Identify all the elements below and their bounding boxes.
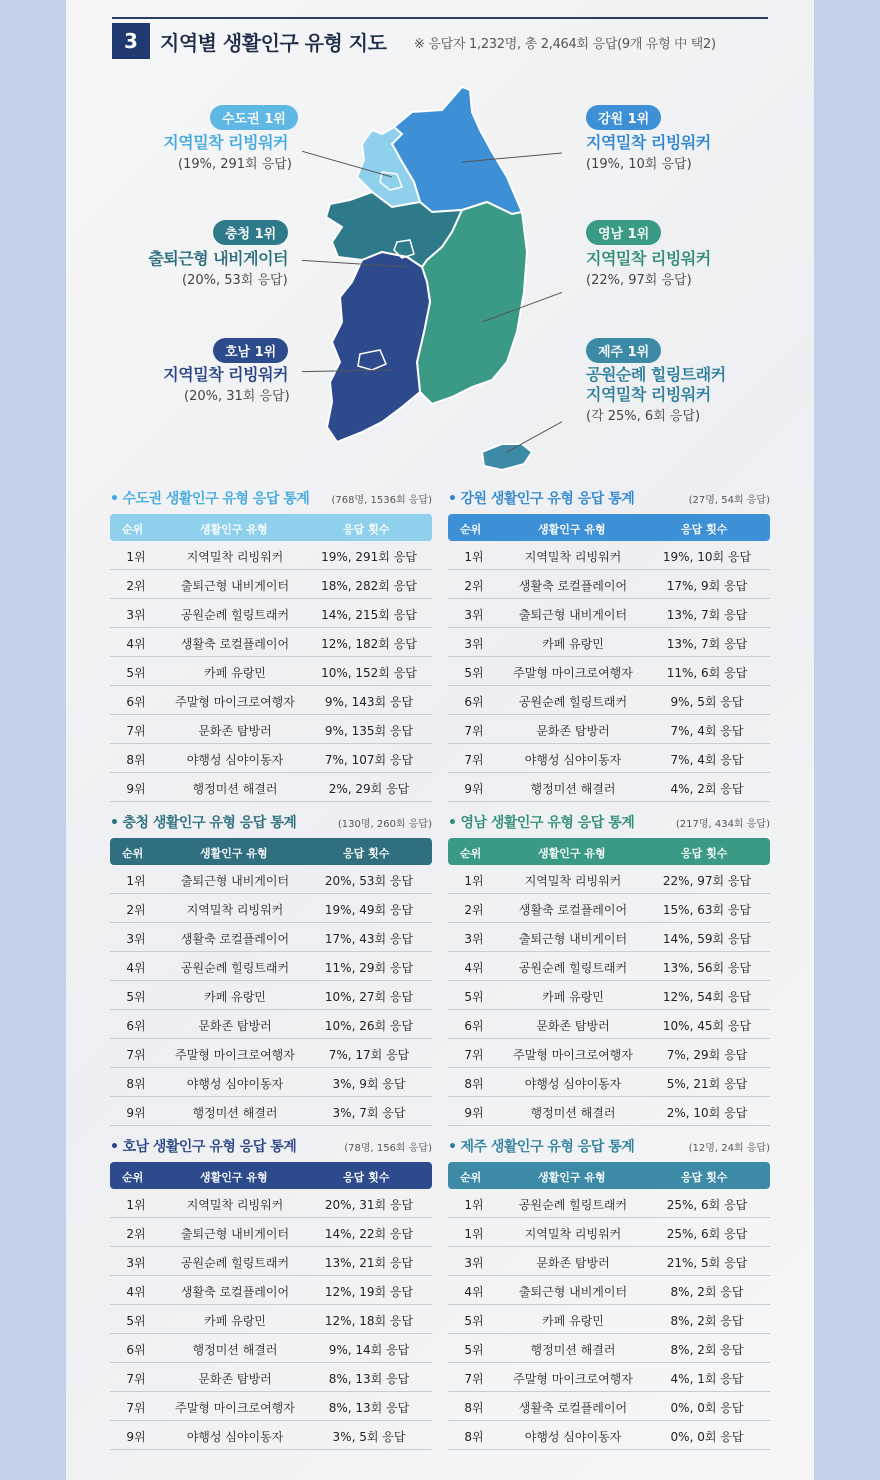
table-row (448, 1097, 770, 1126)
type-cell: 출퇴근형 내비게이터 (518, 608, 628, 622)
type-cell: 공원순례 힐링트래커 (180, 608, 290, 622)
count-cell: 5%, 21회 응답 (666, 1077, 748, 1091)
type-cell: 카페 유랑민 (542, 990, 604, 1004)
bullet-icon: • (448, 1139, 457, 1155)
count-cell: 17%, 9회 응답 (666, 579, 748, 593)
type-cell: 카페 유랑민 (204, 666, 266, 680)
type-cell: 지역밀착 리빙워커 (186, 903, 284, 917)
count-cell: 11%, 29회 응답 (324, 961, 414, 975)
table-row (448, 744, 770, 773)
count-cell: 8%, 2회 응답 (670, 1285, 744, 1299)
type-cell: 카페 유랑민 (204, 1314, 266, 1328)
count-cell: 0%, 0회 응답 (670, 1401, 744, 1415)
map-pill-honam: 호남 1위 (213, 338, 288, 363)
type-cell: 문화존 탐방러 (536, 724, 610, 738)
map-pill-gangwon: 강원 1위 (586, 105, 661, 130)
count-cell: 12%, 19회 응답 (324, 1285, 414, 1299)
table-body (110, 1189, 432, 1450)
map-region-jeju (482, 444, 532, 470)
table-row (110, 1247, 432, 1276)
table-title-text: 호남 생활인구 유형 응답 통계 (122, 1139, 297, 1155)
type-cell: 주말형 마이크로여행자 (513, 1048, 633, 1062)
table-note: (27명, 54회 응답) (688, 495, 770, 506)
count-cell: 8%, 2회 응답 (670, 1314, 744, 1328)
table-row (448, 894, 770, 923)
table-row (448, 1010, 770, 1039)
section-divider (112, 17, 768, 19)
rank-cell: 5위 (464, 1314, 484, 1328)
table-row (110, 1068, 432, 1097)
type-cell: 야행성 심야이동자 (524, 1077, 622, 1091)
rank-cell: 7위 (464, 753, 484, 767)
rank-cell: 4위 (464, 1285, 484, 1299)
count-cell: 20%, 31회 응답 (324, 1198, 414, 1212)
type-cell: 행정미션 해결러 (192, 782, 278, 796)
rank-cell: 4위 (126, 637, 146, 651)
count-cell: 9%, 5회 응답 (670, 695, 744, 709)
table-note: (78명, 156회 응답) (344, 1143, 432, 1154)
table-title (110, 812, 296, 832)
table-body (448, 1189, 770, 1450)
rank-cell: 9위 (464, 1106, 484, 1120)
map-label-yeongnam-type: 지역밀착 리빙워커 (586, 249, 711, 268)
rank-cell: 8위 (464, 1430, 484, 1444)
table-row (110, 923, 432, 952)
table-body (110, 541, 432, 802)
count-cell: 18%, 282회 응답 (321, 579, 417, 593)
type-cell: 공원순례 힐링트래커 (180, 961, 290, 975)
table-row (110, 541, 432, 570)
table-title (110, 1136, 296, 1156)
rank-cell: 3위 (464, 637, 484, 651)
section-number-badge: 3 (112, 23, 150, 59)
type-cell: 출퇴근형 내비게이터 (180, 579, 290, 593)
rank-cell: 8위 (464, 1401, 484, 1415)
rank-cell: 7위 (126, 1048, 146, 1062)
table-row (448, 1276, 770, 1305)
count-cell: 2%, 29회 응답 (328, 782, 410, 796)
table-row (110, 628, 432, 657)
count-cell: 4%, 1회 응답 (670, 1372, 744, 1386)
type-cell: 행정미션 해결러 (192, 1343, 278, 1357)
table-row (448, 1421, 770, 1450)
count-cell: 3%, 7회 응답 (332, 1106, 406, 1120)
type-cell: 문화존 탐방러 (198, 1372, 272, 1386)
table-title (110, 488, 309, 508)
rank-cell: 7위 (464, 1048, 484, 1062)
rank-cell: 3위 (126, 1256, 146, 1270)
type-cell: 출퇴근형 내비게이터 (518, 1285, 628, 1299)
table-title (448, 1136, 634, 1156)
table-header (448, 1162, 770, 1189)
type-cell: 야행성 심야이동자 (524, 1430, 622, 1444)
map-pill-chungcheong: 충청 1위 (213, 220, 288, 245)
map-pill-yeongnam: 영남 1위 (586, 220, 661, 245)
rank-cell: 6위 (126, 1343, 146, 1357)
type-cell: 공원순례 힐링트래커 (518, 1198, 628, 1212)
count-cell: 25%, 6회 응답 (666, 1198, 748, 1212)
column-header: 응답 횟수 (343, 523, 390, 536)
count-cell: 9%, 14회 응답 (328, 1343, 410, 1357)
type-cell: 주말형 마이크로여행자 (175, 1401, 295, 1415)
rank-cell: 2위 (126, 1227, 146, 1241)
table-title (448, 812, 634, 832)
table-note: (12명, 24회 응답) (688, 1143, 770, 1154)
table-row (110, 599, 432, 628)
count-cell: 25%, 6회 응답 (666, 1227, 748, 1241)
count-cell: 7%, 4회 응답 (670, 753, 744, 767)
type-cell: 공원순례 힐링트래커 (518, 961, 628, 975)
type-cell: 지역밀착 리빙워커 (524, 1227, 622, 1241)
type-cell: 문화존 탐방러 (536, 1019, 610, 1033)
map-region-honam (327, 252, 430, 442)
type-cell: 행정미션 해결러 (530, 1343, 616, 1357)
rank-cell: 1위 (126, 550, 146, 564)
column-header: 생활인구 유형 (200, 1171, 268, 1184)
type-cell: 지역밀착 리빙워커 (186, 1198, 284, 1212)
table-row (448, 686, 770, 715)
table-row (110, 744, 432, 773)
table-note: (130명, 260회 응답) (337, 819, 432, 830)
table-note: (217명, 434회 응답) (675, 819, 770, 830)
column-header: 응답 횟수 (343, 1171, 390, 1184)
bullet-icon: • (110, 491, 119, 507)
column-header: 생활인구 유형 (538, 1171, 606, 1184)
rank-cell: 8위 (126, 753, 146, 767)
rank-cell: 3위 (464, 608, 484, 622)
rank-cell: 5위 (126, 990, 146, 1004)
count-cell: 12%, 54회 응답 (662, 990, 752, 1004)
count-cell: 15%, 63회 응답 (662, 903, 752, 917)
table-row (448, 1305, 770, 1334)
table-row (448, 952, 770, 981)
table-row (448, 865, 770, 894)
count-cell: 7%, 17회 응답 (328, 1048, 410, 1062)
map-label-chungcheong-sub: (20%, 53회 응답) (182, 273, 288, 288)
count-cell: 19%, 291회 응답 (321, 550, 417, 564)
rank-cell: 1위 (126, 1198, 146, 1212)
count-cell: 22%, 97회 응답 (662, 874, 752, 888)
count-cell: 10%, 45회 응답 (662, 1019, 752, 1033)
table-row (448, 981, 770, 1010)
rank-cell: 1위 (126, 874, 146, 888)
type-cell: 출퇴근형 내비게이터 (180, 874, 290, 888)
map-label-jeju-sub: (각 25%, 6회 응답) (586, 409, 701, 424)
korea-region-map (302, 82, 562, 482)
count-cell: 7%, 107회 응답 (324, 753, 414, 767)
type-cell: 문화존 탐방러 (536, 1256, 610, 1270)
count-cell: 9%, 143회 응답 (324, 695, 414, 709)
rank-cell: 2위 (126, 903, 146, 917)
table-row (448, 1247, 770, 1276)
table-title (448, 488, 634, 508)
column-header: 응답 횟수 (681, 1171, 728, 1184)
column-header: 순위 (460, 1171, 482, 1184)
rank-cell: 4위 (126, 1285, 146, 1299)
rank-cell: 6위 (464, 695, 484, 709)
table-row (110, 1334, 432, 1363)
type-cell: 행정미션 해결러 (192, 1106, 278, 1120)
type-cell: 카페 유랑민 (542, 1314, 604, 1328)
table-row (448, 1334, 770, 1363)
map-label-honam-type: 지역밀착 리빙워커 (163, 365, 288, 384)
table-row (110, 1305, 432, 1334)
bullet-icon: • (448, 815, 457, 831)
table-row (110, 1189, 432, 1218)
count-cell: 17%, 43회 응답 (324, 932, 414, 946)
rank-cell: 1위 (464, 874, 484, 888)
map-pill-jeju: 제주 1위 (586, 338, 661, 363)
type-cell: 지역밀착 리빙워커 (524, 874, 622, 888)
table-row (110, 570, 432, 599)
table-title-text: 강원 생활인구 유형 응답 통계 (460, 491, 635, 507)
rank-cell: 5위 (464, 666, 484, 680)
type-cell: 문화존 탐방러 (198, 1019, 272, 1033)
type-cell: 주말형 마이크로여행자 (513, 1372, 633, 1386)
rank-cell: 7위 (126, 1372, 146, 1386)
column-header: 순위 (122, 1171, 144, 1184)
type-cell: 출퇴근형 내비게이터 (180, 1227, 290, 1241)
table-row (448, 1218, 770, 1247)
count-cell: 21%, 5회 응답 (666, 1256, 748, 1270)
type-cell: 행정미션 해결러 (530, 1106, 616, 1120)
table-header (110, 514, 432, 541)
type-cell: 공원순례 힐링트래커 (518, 695, 628, 709)
map-label-yeongnam-sub: (22%, 97회 응답) (586, 273, 692, 288)
table-row (448, 773, 770, 802)
count-cell: 3%, 5회 응답 (332, 1430, 406, 1444)
rank-cell: 3위 (464, 932, 484, 946)
type-cell: 출퇴근형 내비게이터 (518, 932, 628, 946)
table-title-text: 제주 생활인구 유형 응답 통계 (460, 1139, 635, 1155)
count-cell: 4%, 2회 응답 (670, 782, 744, 796)
rank-cell: 5위 (126, 666, 146, 680)
table-row (110, 952, 432, 981)
count-cell: 19%, 49회 응답 (324, 903, 414, 917)
bullet-icon: • (110, 815, 119, 831)
table-note: (768명, 1536회 응답) (331, 495, 432, 506)
rank-cell: 2위 (464, 579, 484, 593)
type-cell: 공원순례 힐링트래커 (180, 1256, 290, 1270)
table-row (110, 1039, 432, 1068)
table-row (110, 657, 432, 686)
count-cell: 3%, 9회 응답 (332, 1077, 406, 1091)
table-row (110, 1010, 432, 1039)
table-row (448, 1392, 770, 1421)
rank-cell: 2위 (464, 903, 484, 917)
map-label-jeju-type-2: 지역밀착 리빙워커 (586, 385, 711, 404)
type-cell: 지역밀착 리빙워커 (186, 550, 284, 564)
table-row (448, 1363, 770, 1392)
type-cell: 생활축 로컬플레이어 (518, 579, 628, 593)
table-row (448, 628, 770, 657)
map-label-gangwon-type: 지역밀착 리빙워커 (586, 133, 711, 152)
table-row (110, 894, 432, 923)
type-cell: 카페 유랑민 (542, 637, 604, 651)
count-cell: 19%, 10회 응답 (662, 550, 752, 564)
rank-cell: 2위 (126, 579, 146, 593)
table-header (448, 514, 770, 541)
table-row (110, 1097, 432, 1126)
column-header: 생활인구 유형 (538, 523, 606, 536)
rank-cell: 3위 (126, 932, 146, 946)
type-cell: 생활축 로컬플레이어 (180, 637, 290, 651)
count-cell: 14%, 215회 응답 (321, 608, 417, 622)
table-row (110, 1392, 432, 1421)
count-cell: 14%, 59회 응답 (662, 932, 752, 946)
count-cell: 2%, 10회 응답 (666, 1106, 748, 1120)
type-cell: 주말형 마이크로여행자 (175, 695, 295, 709)
table-title-text: 영남 생활인구 유형 응답 통계 (460, 815, 635, 831)
rank-cell: 9위 (126, 1106, 146, 1120)
count-cell: 12%, 182회 응답 (321, 637, 417, 651)
table-row (448, 715, 770, 744)
table-header (110, 838, 432, 865)
count-cell: 8%, 13회 응답 (328, 1372, 410, 1386)
rank-cell: 5위 (464, 1343, 484, 1357)
type-cell: 생활축 로컬플레이어 (518, 903, 628, 917)
type-cell: 생활축 로컬플레이어 (518, 1401, 628, 1415)
rank-cell: 6위 (126, 1019, 146, 1033)
table-body (448, 865, 770, 1126)
table-row (110, 686, 432, 715)
table-header (110, 1162, 432, 1189)
column-header: 생활인구 유형 (538, 847, 606, 860)
table-body (110, 865, 432, 1126)
column-header: 생활인구 유형 (200, 847, 268, 860)
count-cell: 8%, 13회 응답 (328, 1401, 410, 1415)
map-label-honam-sub: (20%, 31회 응답) (184, 389, 290, 404)
table-row (448, 1068, 770, 1097)
count-cell: 13%, 7회 응답 (666, 608, 748, 622)
rank-cell: 5위 (464, 990, 484, 1004)
map-label-sudo-type: 지역밀착 리빙워커 (163, 133, 288, 152)
column-header: 응답 횟수 (343, 847, 390, 860)
type-cell: 야행성 심야이동자 (186, 1430, 284, 1444)
rank-cell: 9위 (126, 782, 146, 796)
rank-cell: 9위 (464, 782, 484, 796)
count-cell: 10%, 27회 응답 (324, 990, 414, 1004)
rank-cell: 1위 (464, 550, 484, 564)
map-pill-sudo: 수도권 1위 (210, 105, 298, 130)
type-cell: 생활축 로컬플레이어 (180, 1285, 290, 1299)
column-header: 순위 (460, 523, 482, 536)
rank-cell: 6위 (126, 695, 146, 709)
table-row (110, 981, 432, 1010)
table-row (448, 541, 770, 570)
table-title-text: 충청 생활인구 유형 응답 통계 (122, 815, 297, 831)
type-cell: 카페 유랑민 (204, 990, 266, 1004)
table-row (448, 657, 770, 686)
count-cell: 9%, 135회 응답 (324, 724, 414, 738)
table-row (448, 1189, 770, 1218)
type-cell: 주말형 마이크로여행자 (175, 1048, 295, 1062)
count-cell: 13%, 21회 응답 (324, 1256, 414, 1270)
count-cell: 0%, 0회 응답 (670, 1430, 744, 1444)
map-label-sudo-sub: (19%, 291회 응답) (178, 157, 292, 172)
rank-cell: 4위 (464, 961, 484, 975)
type-cell: 지역밀착 리빙워커 (524, 550, 622, 564)
rank-cell: 3위 (126, 608, 146, 622)
column-header: 순위 (122, 847, 144, 860)
table-row (110, 1218, 432, 1247)
rank-cell: 8위 (126, 1077, 146, 1091)
map-label-jeju-type-1: 공원순례 힐링트래커 (586, 365, 726, 384)
table-row (448, 1039, 770, 1068)
table-row (448, 923, 770, 952)
count-cell: 13%, 56회 응답 (662, 961, 752, 975)
table-row (110, 1421, 432, 1450)
table-row (110, 1276, 432, 1305)
table-row (110, 715, 432, 744)
map-label-chungcheong-type: 출퇴근형 내비게이터 (148, 249, 288, 268)
infographic-page (66, 0, 814, 1480)
bullet-icon: • (448, 491, 457, 507)
type-cell: 야행성 심야이동자 (186, 1077, 284, 1091)
table-row (110, 865, 432, 894)
count-cell: 20%, 53회 응답 (324, 874, 414, 888)
rank-cell: 7위 (464, 1372, 484, 1386)
rank-cell: 8위 (464, 1077, 484, 1091)
type-cell: 야행성 심야이동자 (524, 753, 622, 767)
map-label-gangwon-sub: (19%, 10회 응답) (586, 157, 692, 172)
table-row (110, 1363, 432, 1392)
table-title-text: 수도권 생활인구 유형 응답 통계 (122, 491, 310, 507)
type-cell: 행정미션 해결러 (530, 782, 616, 796)
count-cell: 7%, 4회 응답 (670, 724, 744, 738)
column-header: 순위 (122, 523, 144, 536)
section-title: 지역별 생활인구 유형 지도 (160, 31, 387, 55)
table-row (448, 570, 770, 599)
rank-cell: 7위 (464, 724, 484, 738)
table-row (448, 599, 770, 628)
type-cell: 야행성 심야이동자 (186, 753, 284, 767)
rank-cell: 7위 (126, 1401, 146, 1415)
table-row (110, 773, 432, 802)
table-body (448, 541, 770, 802)
rank-cell: 4위 (126, 961, 146, 975)
count-cell: 14%, 22회 응답 (324, 1227, 414, 1241)
count-cell: 7%, 29회 응답 (666, 1048, 748, 1062)
column-header: 응답 횟수 (681, 847, 728, 860)
rank-cell: 6위 (464, 1019, 484, 1033)
type-cell: 주말형 마이크로여행자 (513, 666, 633, 680)
rank-cell: 5위 (126, 1314, 146, 1328)
count-cell: 11%, 6회 응답 (666, 666, 748, 680)
column-header: 응답 횟수 (681, 523, 728, 536)
column-header: 순위 (460, 847, 482, 860)
count-cell: 10%, 152회 응답 (321, 666, 417, 680)
rank-cell: 7위 (126, 724, 146, 738)
count-cell: 12%, 18회 응답 (324, 1314, 414, 1328)
column-header: 생활인구 유형 (200, 523, 268, 536)
type-cell: 생활축 로컬플레이어 (180, 932, 290, 946)
rank-cell: 1위 (464, 1227, 484, 1241)
bullet-icon: • (110, 1139, 119, 1155)
count-cell: 8%, 2회 응답 (670, 1343, 744, 1357)
type-cell: 문화존 탐방러 (198, 724, 272, 738)
count-cell: 10%, 26회 응답 (324, 1019, 414, 1033)
section-note: ※ 응답자 1,232명, 총 2,464회 응답(9개 유형 中 택2) (414, 37, 716, 52)
count-cell: 13%, 7회 응답 (666, 637, 748, 651)
rank-cell: 9위 (126, 1430, 146, 1444)
rank-cell: 1위 (464, 1198, 484, 1212)
rank-cell: 3위 (464, 1256, 484, 1270)
table-header (448, 838, 770, 865)
